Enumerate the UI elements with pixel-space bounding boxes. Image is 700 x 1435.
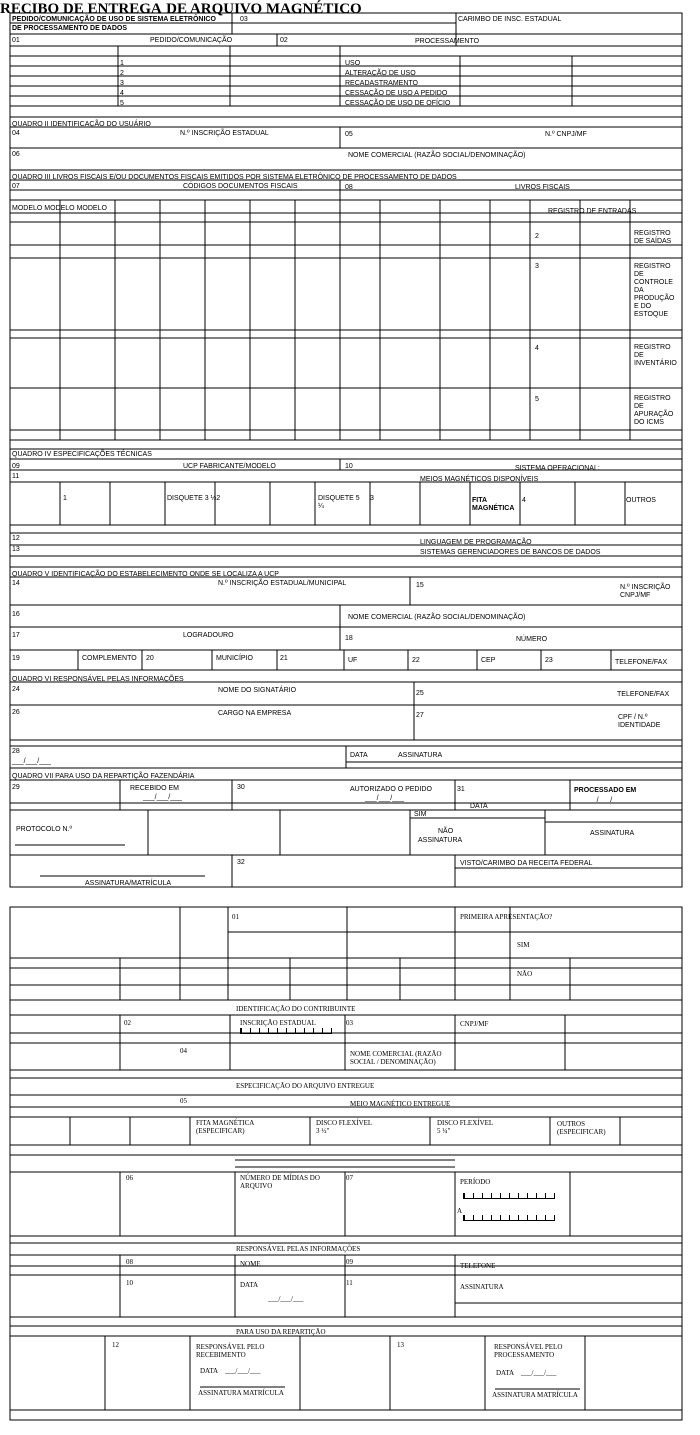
reparticao-title: PARA USO DA REPARTIÇÃO xyxy=(236,1328,326,1336)
field-20-number: 20 xyxy=(146,655,154,662)
disco-35-label: DISCO FLEXÍVEL 3 ½" xyxy=(316,1119,372,1135)
disquete-35-label: DISQUETE 3 ½2 xyxy=(167,495,221,502)
assinatura-matricula-2: ASSINATURA MATRÍCULA xyxy=(492,1391,578,1399)
field-23-number: 23 xyxy=(545,657,553,664)
option-recadastramento: RECADASTRAMENTO xyxy=(345,80,418,87)
visto-label: VISTO/CARIMBO DA RECEITA FEDERAL xyxy=(460,860,593,867)
quadro-vii-title: QUADRO VII PARA USO DA REPARTIÇÃO FAZENDÁRIA xyxy=(12,773,195,780)
field-29-number: 29 xyxy=(12,784,20,791)
field-21-number: 21 xyxy=(280,655,288,662)
fita-especificar-label: FITA MAGNÉTICA (ESPECIFICAR) xyxy=(196,1119,254,1135)
primeira-apresentacao-label: PRIMEIRA APRESENTAÇÃO? xyxy=(460,913,553,921)
processado-label: PROCESSADO EM xyxy=(574,787,637,794)
r-nome-label: NOME xyxy=(240,1260,261,1268)
field-09-number: 09 xyxy=(12,463,20,470)
media-num: 4 xyxy=(522,497,526,504)
disco-525-label: DISCO FLEXÍVEL 5 ¼" xyxy=(437,1119,493,1135)
ie-digit-boxes[interactable] xyxy=(240,1028,332,1034)
option-num: 1 xyxy=(120,60,124,67)
r-cnpj-label: CNPJ/MF xyxy=(460,1020,489,1028)
recibo-title-line2: DE ARQUIVO MAGNÉTICO xyxy=(166,1,362,17)
r-field-02-number: 02 xyxy=(124,1019,131,1027)
r-field-01-number: 01 xyxy=(232,913,239,921)
r-field-12-number: 12 xyxy=(112,1341,119,1349)
autorizado-date: ___/___/___ xyxy=(365,795,404,802)
recebido-label: RECEBIDO EM xyxy=(130,785,180,792)
r-telefone-label: TELEFONE xyxy=(460,1262,496,1270)
telefone-label: TELEFONE/FAX xyxy=(615,659,668,666)
numero-label: NÚMERO xyxy=(516,636,548,643)
r-nao-label: NÃO xyxy=(517,970,533,978)
assinatura-label: ASSINATURA xyxy=(398,752,443,759)
r-field-13-number: 13 xyxy=(397,1341,404,1349)
media-num: 3 xyxy=(370,495,374,502)
field-12-number: 12 xyxy=(12,535,20,542)
data-label: DATA xyxy=(350,752,368,759)
nao-label: NÃO xyxy=(438,828,454,835)
logradouro-label: LOGRADOURO xyxy=(183,632,234,639)
option-uso: USO xyxy=(345,60,361,67)
r-data-label-2: DATA xyxy=(200,1367,219,1375)
book-registro-entradas: REGISTRO DE ENTRADAS xyxy=(548,208,637,215)
periodo-start-boxes[interactable] xyxy=(463,1193,555,1199)
book-num: 3 xyxy=(535,263,539,270)
field-25-number: 25 xyxy=(416,690,424,697)
r-sim-label: SIM xyxy=(517,941,530,949)
processado-date: ___/___/___ xyxy=(585,797,624,804)
field-08-number: 08 xyxy=(345,184,353,191)
periodo-label: PERÍODO xyxy=(460,1178,491,1186)
ie-municipal-label: N.º INSCRIÇÃO ESTADUAL/MUNICIPAL xyxy=(218,580,347,587)
field-16-number: 16 xyxy=(12,611,20,618)
telefone-fax-label: TELEFONE/FAX xyxy=(617,691,670,698)
identificacao-title: IDENTIFICAÇÃO DO CONTRIBUINTE xyxy=(236,1005,356,1013)
r-field-08-number: 08 xyxy=(126,1258,133,1266)
r-date-blank: ___/___/___ xyxy=(268,1295,304,1303)
assinatura-label-3: ASSINATURA xyxy=(590,830,635,837)
r-data-label: DATA xyxy=(240,1281,259,1289)
recebido-date: ___/___/___ xyxy=(143,794,182,801)
r-field-05-number: 05 xyxy=(180,1097,187,1105)
uf-label: UF xyxy=(348,657,358,664)
linguagem-label: LINGUAGEM DE PROGRAMAÇÃO xyxy=(420,539,532,546)
r-ie-label: INSCRIÇÃO ESTADUAL xyxy=(240,1019,316,1027)
field-05-number: 05 xyxy=(345,131,353,138)
field-11-number: 11 xyxy=(12,473,20,480)
cargo-label: CARGO NA EMPRESA xyxy=(218,710,292,717)
processamento-label: PROCESSAMENTO xyxy=(415,38,480,45)
field-01-number: 01 xyxy=(12,37,20,44)
codigos-label: CÓDIGOS DOCUMENTOS FISCAIS xyxy=(183,183,298,190)
assinatura-matricula-label: ASSINATURA/MATRÍCULA xyxy=(85,880,172,887)
resp-info-title: RESPONSÁVEL PELAS INFORMAÇÕES xyxy=(236,1245,361,1253)
r-date-blank-2: ___/___/___ xyxy=(225,1367,261,1375)
field-22-number: 22 xyxy=(412,657,420,664)
option-num: 4 xyxy=(120,90,124,97)
cep-label: CEP xyxy=(481,657,496,664)
quadro-ii-title: QUADRO II IDENTIFICAÇÃO DO USUÁRIO xyxy=(12,121,151,128)
field-30-number: 30 xyxy=(237,784,245,791)
periodo-end-boxes[interactable] xyxy=(463,1215,555,1221)
option-num: 3 xyxy=(120,80,124,87)
resp-processamento-label: RESPONSÁVEL PELO PROCESSAMENTO xyxy=(494,1343,563,1359)
modelo-label: MODELO MODELO MODELO xyxy=(12,205,107,212)
field-13-number: 13 xyxy=(12,546,20,553)
field-07-number: 07 xyxy=(12,183,20,190)
media-num: 1 xyxy=(63,495,67,502)
field-26-number: 26 xyxy=(12,709,20,716)
cpf-label: CPF / N.º IDENTIDADE xyxy=(618,714,661,729)
r-assinatura-label: ASSINATURA xyxy=(460,1283,504,1291)
midias-label: NÚMERO DE MÍDIAS DO ARQUIVO xyxy=(240,1174,320,1190)
r-nome-comercial-label: NOME COMERCIAL (RAZÃO SOCIAL / DENOMINAÇÃO) xyxy=(350,1050,442,1066)
recibo-title-line1: RECIBO DE ENTREGA xyxy=(0,1,162,17)
quadro-vi-title: QUADRO VI RESPONSÁVEL PELAS INFORMAÇÕES xyxy=(12,676,184,683)
autorizado-label: AUTORIZADO O PEDIDO xyxy=(350,786,432,793)
nome-comercial-label: NOME COMERCIAL (RAZÃO SOCIAL/DENOMINAÇÃO) xyxy=(348,152,526,159)
r-date-blank-3: ___/___/___ xyxy=(521,1369,557,1377)
sgbd-label: SISTEMAS GERENCIADORES DE BANCOS DE DADOS xyxy=(420,549,601,556)
nome-signatario-label: NOME DO SIGNATÁRIO xyxy=(218,687,297,694)
r-data-label-3: DATA xyxy=(496,1369,515,1377)
field-28-number: 28 xyxy=(12,748,20,755)
quadro-iii-title: QUADRO III LIVROS FISCAIS E/OU DOCUMENTOS FISCAIS EMITIDOS POR SISTEMA ELETRÔNICO DE PROCESSAMENTO DE DADOS xyxy=(12,174,457,181)
protocolo-label: PROTOCOLO N.º xyxy=(16,826,73,833)
book-registro-saidas: REGISTRO DE SAÍDAS xyxy=(634,230,672,245)
option-num: 2 xyxy=(120,70,124,77)
stamp-label: CARIMBO DE INSC. ESTADUAL xyxy=(458,16,562,23)
book-registro-inventario: REGISTRO DE INVENTÁRIO xyxy=(634,344,677,367)
date-blank: ___/___/___ xyxy=(12,758,51,765)
book-registro-apuracao: REGISTRO DE APURAÇÃO DO ICMS xyxy=(634,395,674,426)
option-cessacao-oficio: CESSAÇÃO DE USO DE OFÍCIO xyxy=(345,100,451,107)
assinatura-label-2: ASSINATURA xyxy=(418,837,463,844)
so-label: SISTEMA OPERACIONAL: xyxy=(515,465,600,472)
book-num: 2 xyxy=(535,233,539,240)
field-15-number: 15 xyxy=(416,582,424,589)
outros-especificar-label: OUTROS (ESPECIFICAR) xyxy=(557,1120,606,1136)
disquete-5-label: DISQUETE 5 ¼ xyxy=(318,495,360,510)
field-18-number: 18 xyxy=(345,635,353,642)
r-field-11-number: 11 xyxy=(346,1279,353,1287)
option-alteracao: ALTERAÇÃO DE USO xyxy=(345,70,416,77)
form-title-line2: DE PROCESSAMENTO DE DADOS xyxy=(12,25,127,32)
field-06-number: 06 xyxy=(12,151,20,158)
meio-entregue-label: MEIO MAGNÉTICO ENTREGUE xyxy=(350,1100,451,1108)
field-10-number: 10 xyxy=(345,463,353,470)
ucp-label: UCP FABRICANTE/MODELO xyxy=(183,463,276,470)
cnpj-inscricao-label: N.º INSCRIÇÃO CNPJ/MF xyxy=(620,584,671,599)
cnpj-label: N.º CNPJ/MF xyxy=(545,131,587,138)
field-14-number: 14 xyxy=(12,580,20,587)
r-field-07-number: 07 xyxy=(346,1174,353,1182)
field-04-number: 04 xyxy=(12,130,20,137)
outros-label: OUTROS xyxy=(626,497,656,504)
field-27-number: 27 xyxy=(416,712,424,719)
field-31-number: 31 xyxy=(457,786,465,793)
complemento-label: COMPLEMENTO xyxy=(82,655,137,662)
ie-label: N.º INSCRIÇÃO ESTADUAL xyxy=(180,130,269,137)
field-17-number: 17 xyxy=(12,632,20,639)
book-num: 5 xyxy=(535,396,539,403)
quadro-iv-title: QUADRO IV ESPECIFICAÇÕES TÉCNICAS xyxy=(12,451,152,458)
book-registro-controle: REGISTRO DE CONTROLE DA PRODUÇÃO E DO ESTOQUE xyxy=(634,263,675,318)
r-field-10-number: 10 xyxy=(126,1279,133,1287)
option-num: 5 xyxy=(120,100,124,107)
r-field-04-number: 04 xyxy=(180,1047,187,1055)
quadro-v-title: QUADRO V IDENTIFICAÇÃO DO ESTABELECIMENTO ONDE SE LOCALIZA A UCP xyxy=(12,571,279,578)
option-cessacao-pedido: CESSAÇÃO DE USO A PEDIDO xyxy=(345,90,448,97)
form-title-line1: PEDIDO/COMUNICAÇÃO DE USO DE SISTEMA ELETRÔNICO xyxy=(12,16,216,23)
field-03-number: 03 xyxy=(240,16,248,23)
book-num: 4 xyxy=(535,345,539,352)
r-field-03-number: 03 xyxy=(346,1019,353,1027)
r-field-06-number: 06 xyxy=(126,1174,133,1182)
assinatura-matricula-1: ASSINATURA MATRÍCULA xyxy=(198,1389,284,1397)
field-19-number: 19 xyxy=(12,655,20,662)
resp-recebimento-label: RESPONSÁVEL PELO RECEBIMENTO xyxy=(196,1343,265,1359)
r-field-09-number: 09 xyxy=(346,1258,353,1266)
nome-comercial-label-2: NOME COMERCIAL (RAZÃO SOCIAL/DENOMINAÇÃO) xyxy=(348,614,526,621)
field-32-number: 32 xyxy=(237,859,245,866)
field-24-number: 24 xyxy=(12,686,20,693)
sim-label: SIM xyxy=(414,811,427,818)
a-label: A xyxy=(457,1207,463,1215)
pedido-label: PEDIDO/COMUNICAÇÃO xyxy=(150,37,233,44)
meios-label: MEIOS MAGNÉTICOS DISPONÍVEIS xyxy=(420,476,539,483)
municipio-label: MUNICÍPIO xyxy=(216,655,253,662)
fita-magnetica-label: FITA MAGNÉTICA xyxy=(472,497,515,512)
spec-title: ESPECIFICAÇÃO DO ARQUIVO ENTREGUE xyxy=(236,1082,375,1090)
livros-label: LIVROS FISCAIS xyxy=(515,184,570,191)
data-label-2: DATA xyxy=(470,803,488,810)
field-02-number: 02 xyxy=(280,37,288,44)
